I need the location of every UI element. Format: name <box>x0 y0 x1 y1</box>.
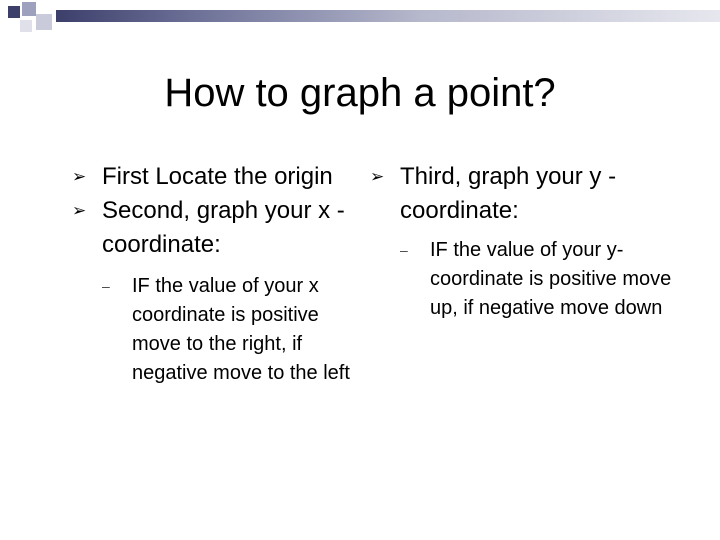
deco-square-light <box>36 14 52 30</box>
deco-square-light <box>20 20 32 32</box>
arrow-bullet-icon: ➢ <box>72 201 87 220</box>
bullet-text: Second, graph your x -coordinate: <box>102 197 345 258</box>
sub-bullet-item <box>400 236 690 323</box>
left-column <box>72 160 352 388</box>
deco-square-dark <box>8 6 20 18</box>
header-gradient-bar <box>56 10 720 22</box>
right-column <box>370 160 690 323</box>
bullet-item <box>72 194 352 262</box>
arrow-bullet-icon: ➢ <box>370 167 385 186</box>
sub-bullet-text: IF the value of your y-coordinate is positive move up, if negative move down <box>430 239 672 319</box>
header-decoration <box>0 0 720 44</box>
dash-bullet-icon: – <box>102 278 110 294</box>
arrow-bullet-icon: ➢ <box>72 167 87 186</box>
deco-square-light <box>22 2 36 16</box>
slide-title: How to graph a point? <box>164 71 556 115</box>
bullet-text: Third, graph your y -coordinate: <box>400 163 617 224</box>
sub-bullet-item <box>102 272 352 388</box>
bullet-item <box>72 160 352 194</box>
bullet-text: First Locate the origin <box>102 163 333 190</box>
bullet-item <box>370 160 690 228</box>
dash-bullet-icon: – <box>400 242 408 258</box>
sub-bullet-text: IF the value of your x coordinate is positive move to the right, if negative move to the left <box>132 275 350 384</box>
